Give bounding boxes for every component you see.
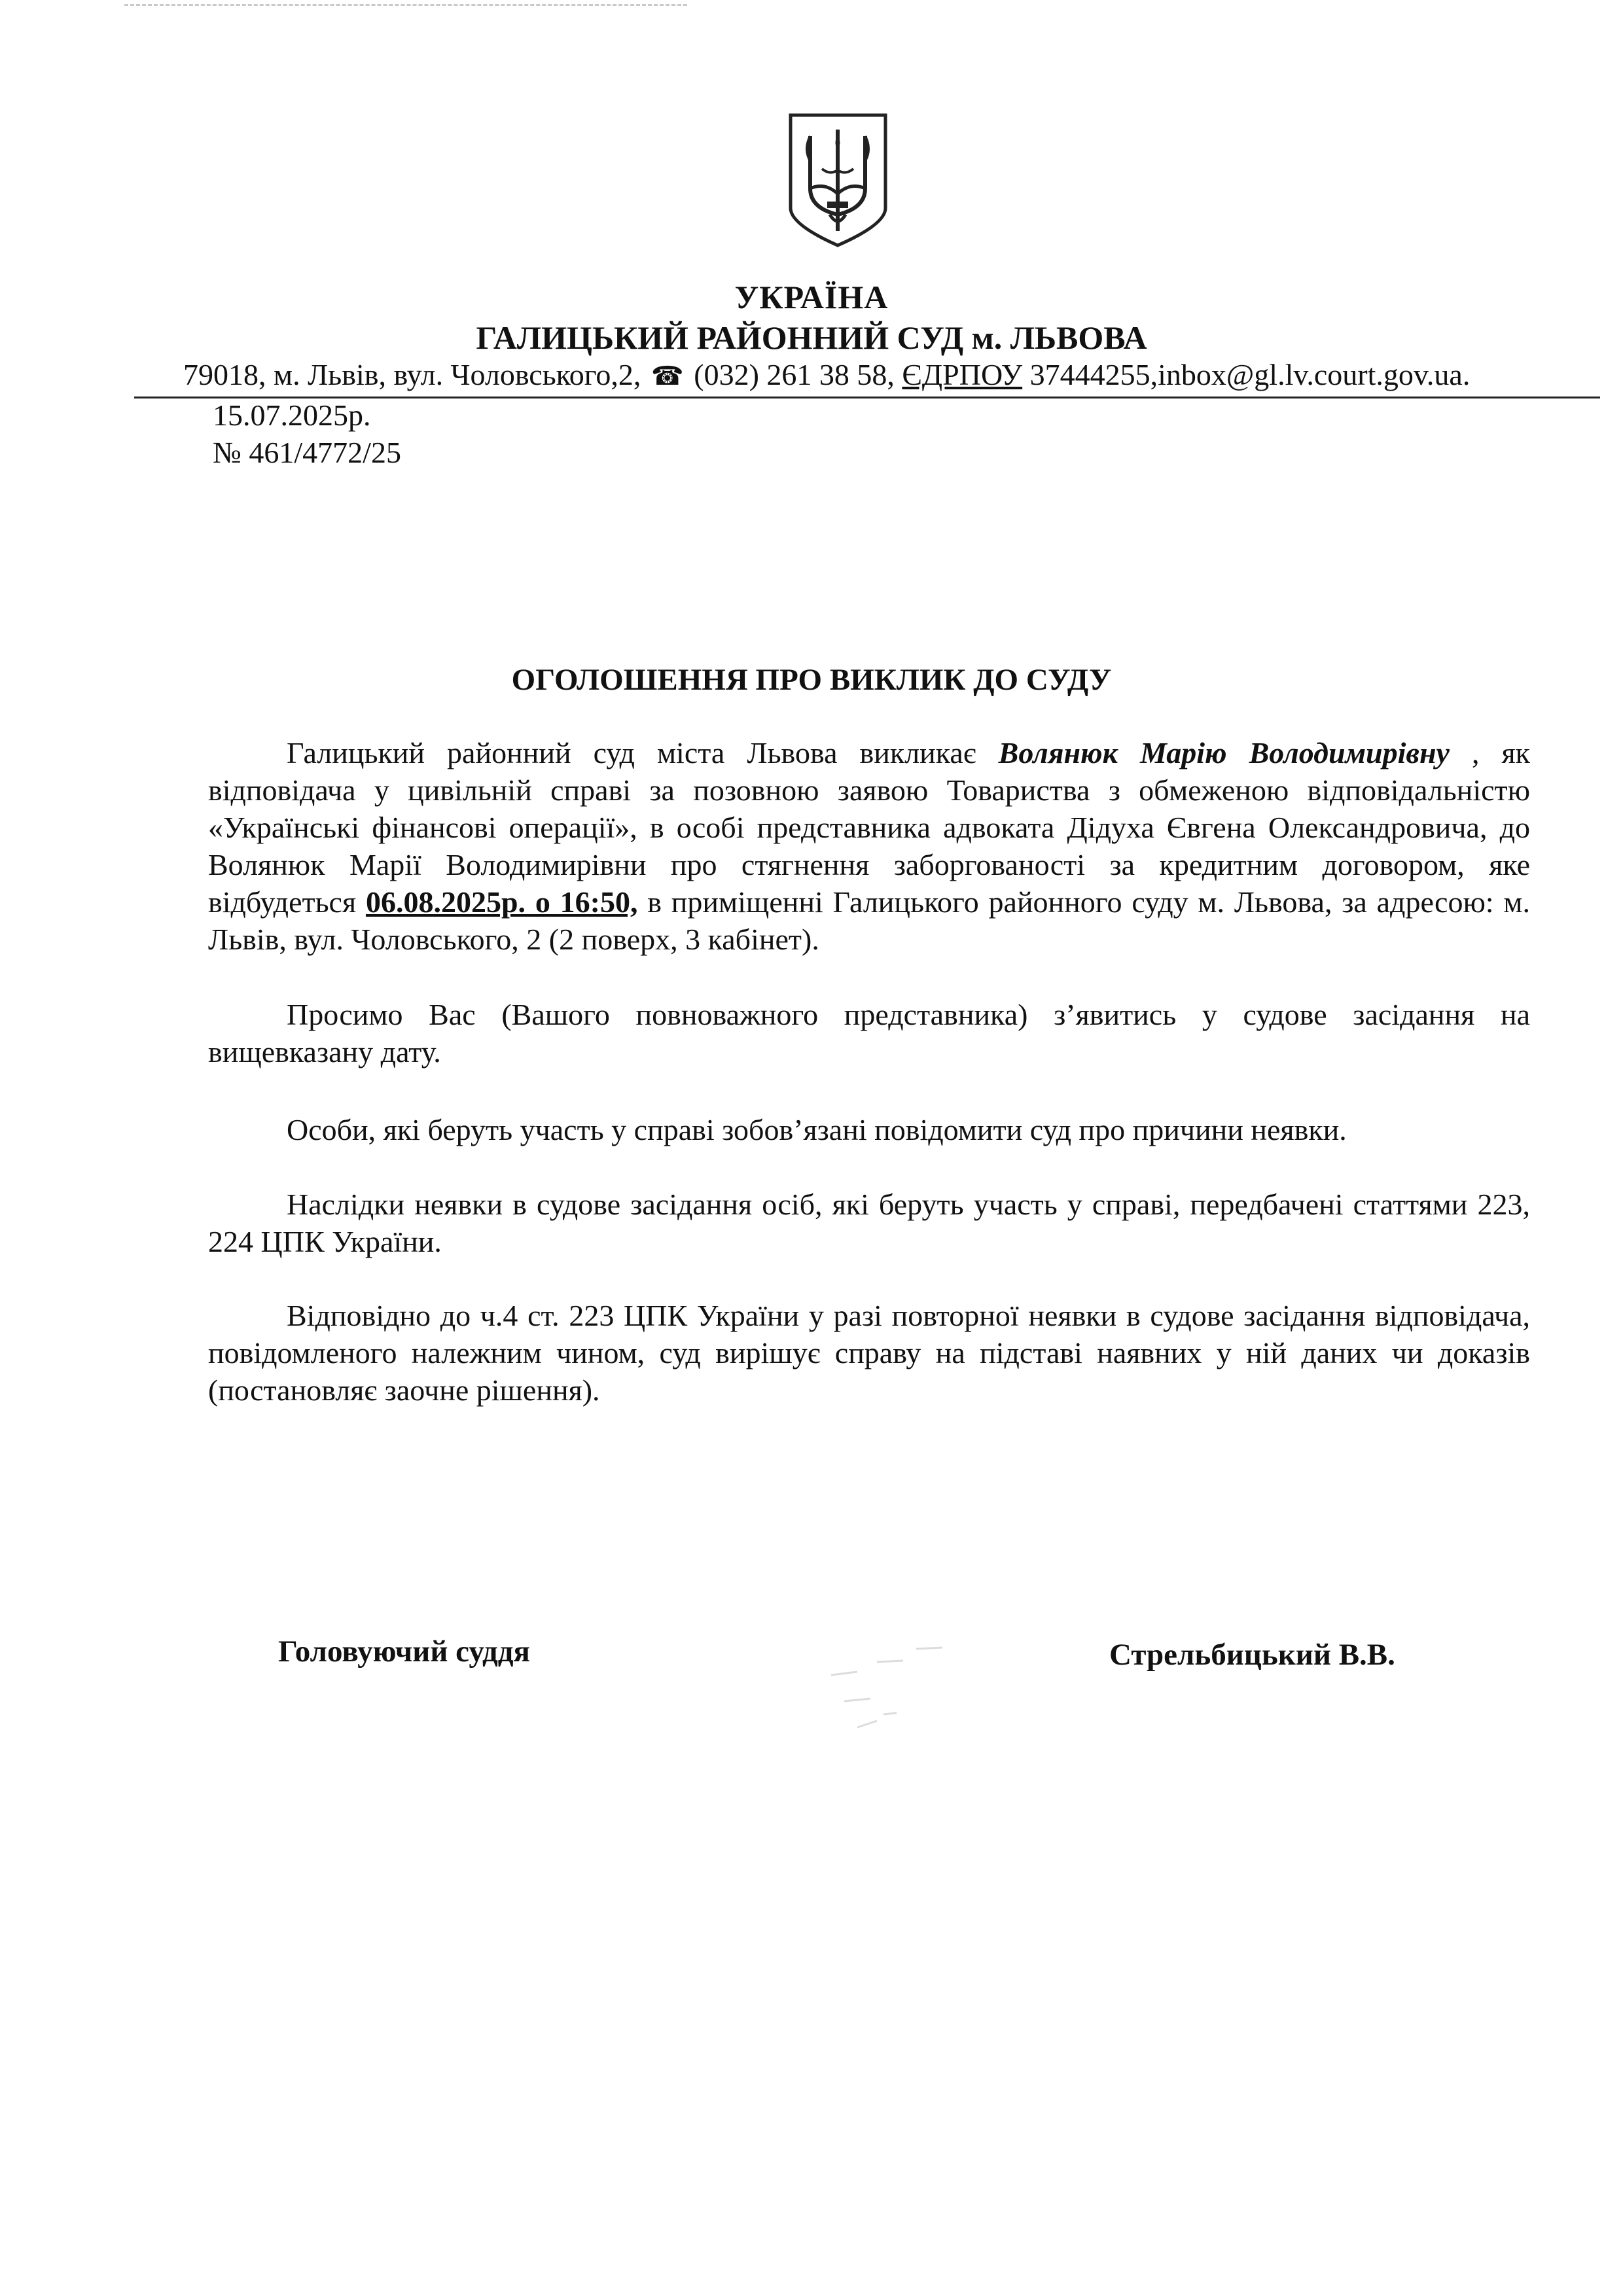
paragraph-consequences: Наслідки неявки в судове засідання осіб, які беруть участь у справі, передбачені статтями 223, 224 ЦПК України. bbox=[208, 1188, 1530, 1258]
judge-name: Стрельбицький В.В. bbox=[1109, 1638, 1395, 1672]
court-contacts bbox=[183, 357, 1584, 392]
court-address: 79018, м. Львів, вул. Чоловського,2, bbox=[183, 358, 641, 391]
trident-emblem-icon bbox=[784, 110, 892, 251]
paragraph-request: Просимо Вас (Вашого повноважного представника) з’явитись у судове засідання на вищевказану дату. bbox=[208, 998, 1530, 1069]
hearing-datetime: 06.08.2025р. о 16:50, bbox=[365, 885, 638, 919]
document-date: 15.07.2025р. bbox=[213, 398, 371, 432]
edrpou-label: ЄДРПОУ bbox=[902, 358, 1023, 391]
signature-role: Головуючий суддя bbox=[278, 1634, 530, 1669]
scan-artifact bbox=[124, 4, 687, 9]
defendant-name: Волянюк Марію Володимирівну bbox=[998, 736, 1450, 769]
summons-location: в приміщенні Галицького районного суду м. Львова, за адресою: м. Львів, вул. Чоловського, 2 (2 поверх, 3 кабінет). bbox=[208, 885, 1530, 956]
paragraph-obligation: Особи, які беруть участь у справі зобов’язані повідомити суд про причини неявки. bbox=[287, 1113, 1347, 1146]
document-number: № 461/4772/25 bbox=[213, 436, 401, 469]
paragraph-summons bbox=[208, 734, 1530, 958]
paragraph-default-judgment: Відповідно до ч.4 ст. 223 ЦПК України у разі повторної неявки в судове засідання відповідача, повідомленого належним чином, суд вирішує справу на підставі наявних у ній даних чи доказів (постановляє заочне рішення). bbox=[208, 1299, 1530, 1407]
edrpou-and-email: 37444255,inbox@gl.lv.court.gov.ua. bbox=[1029, 358, 1471, 391]
faint-stamp-mark bbox=[818, 1636, 1014, 1754]
court-phone: (032) 261 38 58, bbox=[694, 358, 895, 391]
document-title: ОГОЛОШЕННЯ ПРО ВИКЛИК ДО СУДУ bbox=[511, 663, 1112, 697]
country-heading: УКРАЇНА bbox=[734, 279, 889, 315]
summons-intro: Галицький районний суд міста Львова викликає bbox=[287, 736, 999, 769]
court-heading: ГАЛИЦЬКИЙ РАЙОННИЙ СУД м. ЛЬВОВА bbox=[476, 319, 1147, 356]
summons-case-details: , як відповідача у цивільній справі за позовною заявою Товариства з обмеженою відповідальністю «Українські фінансові операції», в особі представника адвоката Дідуха Євгена Олександровича, до Волянюк Марії Володимирівни про стягнення заборгованості за кредитним договором, яке відбудеться bbox=[208, 736, 1531, 919]
phone-icon: ☎ bbox=[651, 361, 684, 391]
